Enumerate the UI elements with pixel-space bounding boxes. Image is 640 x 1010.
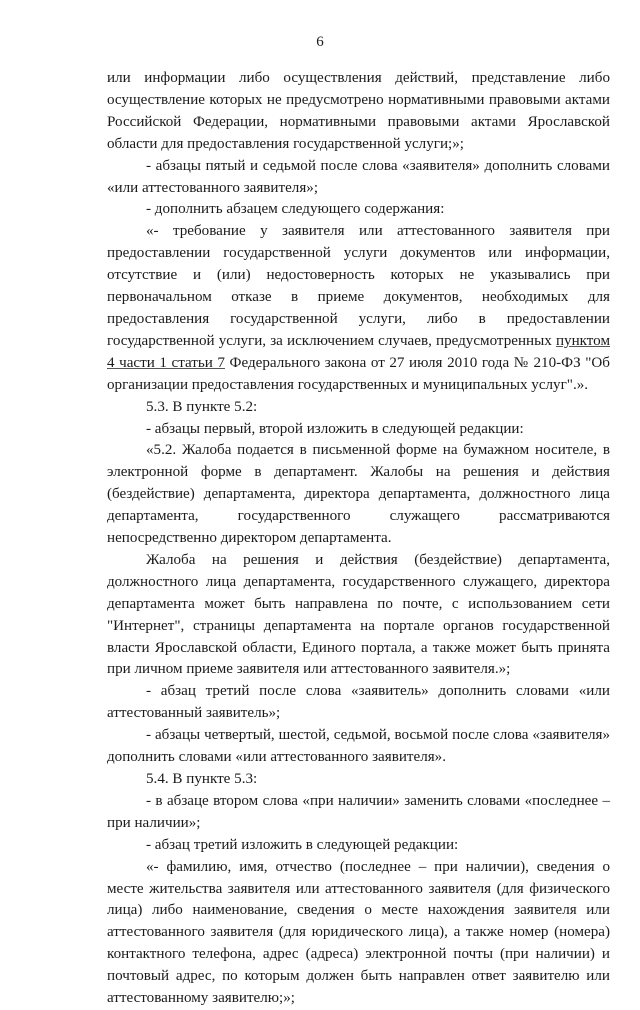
paragraph: 5.3. В пункте 5.2: (146, 398, 258, 415)
paragraph-text: «- требование у заявителя или аттестованного заявителя при предоставлении государственной услуги документов или информации, отсутствие и (или) недостоверность которых не указывались при первоначальном отказе в приеме документов, необходимых для предоставления государственной услуги, либо в предоставлении государственной услуги, за исключением случаев, предусмотренных (107, 223, 610, 349)
paragraph: - абзац третий изложить в следующей редакции: (146, 836, 459, 853)
paragraph-text: Федерального закона от 27 июля 2010 года № 210-ФЗ "Об организации предоставления государственных и муниципальных услуг".». (107, 354, 610, 393)
paragraph: 5.4. В пункте 5.3: (146, 771, 258, 787)
paragraph: - дополнить абзацем следующего содержания: (146, 201, 445, 218)
paragraph: или информации либо осуществления действий, представление либо осуществление которых не предусмотрено нормативными правовыми актами Российской Федерации, нормативными правовыми актами Ярославской области для предоставления государственной услуги;»; (107, 70, 610, 152)
page-number: 6 (316, 34, 324, 50)
paragraph: - абзацы первый, второй изложить в следующей редакции: (146, 420, 524, 437)
paragraph: - абзацы пятый и седьмой после слова «заявителя» дополнить словами «или аттестованного заявителя»; (107, 157, 610, 196)
document-body (107, 68, 610, 1010)
paragraph: Жалоба на решения и действия (бездействие) департамента, должностного лица департамента, государственного служащего, директора департамента может быть направлена по почте, с использованием сети "Интернет", страницы департамента на портале органов государственной власти Ярославской области, Единого портала, а также может быть принята при личном приеме заявителя или аттестованного заявителя.»; (107, 551, 610, 678)
paragraph: - абзац третий после слова «заявитель» дополнить словами «или аттестованный заявитель»; (107, 683, 610, 722)
paragraph: - абзацы четвертый, шестой, седьмой, восьмой после слова «заявителя» дополнить словами «или аттестованного заявителя». (107, 727, 610, 766)
paragraph: «- фамилию, имя, отчество (последнее – при наличии), сведения о месте жительства заявителя или аттестованного заявителя (для физического лица) либо наименование, сведения о месте нахождения заявителя или аттестованного заявителя (для юридического лица), а также номер (номера) контактного телефона, адрес (адреса) электронной почты (при наличии) и почтовый адрес, по которым должен быть направлен ответ заявителю или аттестованному заявителю;»; (107, 858, 610, 1007)
paragraph: «5.2. Жалоба подается в письменной форме на бумажном носителе, в электронной форме в департамент. Жалобы на решения и действия (бездействие) департамента, директора департамента, должностного лица департамента, государственного служащего рассматриваются непосредственно директором департамента. (107, 442, 610, 547)
law-reference-link[interactable]: пунктом 4 части 1 статьи 7 (107, 332, 610, 371)
paragraph: - в абзаце втором слова «при наличии» заменить словами «последнее – при наличии»; (107, 792, 610, 831)
paragraph-with-link (107, 221, 610, 396)
